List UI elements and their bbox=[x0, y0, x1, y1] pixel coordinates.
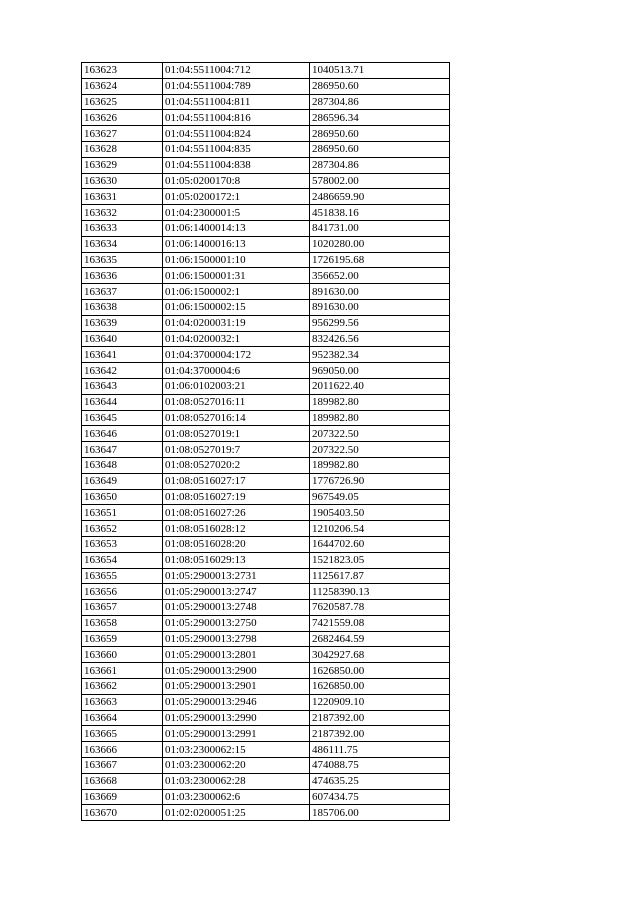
table-row bbox=[82, 284, 450, 300]
table-row bbox=[82, 805, 450, 821]
cadastral-number-cell: 01:05:2900013:2748 bbox=[163, 600, 310, 616]
record-id-cell: 163641 bbox=[82, 347, 163, 363]
record-id-cell: 163668 bbox=[82, 773, 163, 789]
table-row bbox=[82, 489, 450, 505]
cadastral-number-cell: 01:05:2900013:2991 bbox=[163, 726, 310, 742]
record-id-cell: 163630 bbox=[82, 173, 163, 189]
record-id-cell: 163639 bbox=[82, 315, 163, 331]
record-id-cell: 163627 bbox=[82, 126, 163, 142]
amount-cell: 1644702.60 bbox=[310, 536, 450, 552]
cadastral-number-cell: 01:04:5511004:811 bbox=[163, 94, 310, 110]
amount-cell: 286950.60 bbox=[310, 141, 450, 157]
record-id-cell: 163670 bbox=[82, 805, 163, 821]
record-id-cell: 163649 bbox=[82, 473, 163, 489]
amount-cell: 1040513.71 bbox=[310, 63, 450, 79]
table-row bbox=[82, 758, 450, 774]
table-row bbox=[82, 347, 450, 363]
cadastral-number-cell: 01:08:0516027:19 bbox=[163, 489, 310, 505]
table-row bbox=[82, 252, 450, 268]
amount-cell: 287304.86 bbox=[310, 157, 450, 173]
amount-cell: 2486659.90 bbox=[310, 189, 450, 205]
table-row bbox=[82, 220, 450, 236]
cadastral-number-cell: 01:04:5511004:816 bbox=[163, 110, 310, 126]
table-row bbox=[82, 647, 450, 663]
table-row bbox=[82, 710, 450, 726]
amount-cell: 2187392.00 bbox=[310, 726, 450, 742]
table-row bbox=[82, 363, 450, 379]
cadastral-number-cell: 01:05:0200172:1 bbox=[163, 189, 310, 205]
amount-cell: 2187392.00 bbox=[310, 710, 450, 726]
table-row bbox=[82, 536, 450, 552]
amount-cell: 356652.00 bbox=[310, 268, 450, 284]
record-id-cell: 163632 bbox=[82, 205, 163, 221]
record-id-cell: 163623 bbox=[82, 63, 163, 79]
cadastral-number-cell: 01:05:2900013:2750 bbox=[163, 615, 310, 631]
cadastral-number-cell: 01:05:2900013:2946 bbox=[163, 694, 310, 710]
cadastral-number-cell: 01:04:0200032:1 bbox=[163, 331, 310, 347]
table-body bbox=[82, 63, 450, 821]
cadastral-number-cell: 01:05:2900013:2747 bbox=[163, 584, 310, 600]
table-row bbox=[82, 141, 450, 157]
cadastral-number-cell: 01:04:5511004:838 bbox=[163, 157, 310, 173]
cadastral-number-cell: 01:03:2300062:15 bbox=[163, 742, 310, 758]
cadastral-number-cell: 01:04:2300001:5 bbox=[163, 205, 310, 221]
amount-cell: 1905403.50 bbox=[310, 505, 450, 521]
record-id-cell: 163658 bbox=[82, 615, 163, 631]
record-id-cell: 163637 bbox=[82, 284, 163, 300]
record-id-cell: 163628 bbox=[82, 141, 163, 157]
amount-cell: 891630.00 bbox=[310, 284, 450, 300]
cadastral-number-cell: 01:08:0527016:11 bbox=[163, 394, 310, 410]
table-row bbox=[82, 442, 450, 458]
amount-cell: 7620587.78 bbox=[310, 600, 450, 616]
record-id-cell: 163629 bbox=[82, 157, 163, 173]
data-table bbox=[81, 62, 450, 821]
cadastral-number-cell: 01:05:2900013:2801 bbox=[163, 647, 310, 663]
table-row bbox=[82, 568, 450, 584]
record-id-cell: 163624 bbox=[82, 78, 163, 94]
cadastral-number-cell: 01:06:1400014:13 bbox=[163, 220, 310, 236]
cadastral-number-cell: 01:08:0527019:1 bbox=[163, 426, 310, 442]
table-row bbox=[82, 94, 450, 110]
cadastral-number-cell: 01:08:0527020:2 bbox=[163, 457, 310, 473]
cadastral-number-cell: 01:04:5511004:712 bbox=[163, 63, 310, 79]
amount-cell: 578002.00 bbox=[310, 173, 450, 189]
table-row bbox=[82, 378, 450, 394]
table-row bbox=[82, 473, 450, 489]
table-row bbox=[82, 694, 450, 710]
table-row bbox=[82, 742, 450, 758]
amount-cell: 11258390.13 bbox=[310, 584, 450, 600]
amount-cell: 1521823.05 bbox=[310, 552, 450, 568]
record-id-cell: 163625 bbox=[82, 94, 163, 110]
cadastral-number-cell: 01:08:0516028:20 bbox=[163, 536, 310, 552]
table-row bbox=[82, 78, 450, 94]
table-row bbox=[82, 584, 450, 600]
amount-cell: 607434.75 bbox=[310, 789, 450, 805]
cadastral-number-cell: 01:03:2300062:28 bbox=[163, 773, 310, 789]
cadastral-number-cell: 01:03:2300062:6 bbox=[163, 789, 310, 805]
cadastral-number-cell: 01:03:2300062:20 bbox=[163, 758, 310, 774]
cadastral-number-cell: 01:06:1500001:31 bbox=[163, 268, 310, 284]
cadastral-number-cell: 01:06:1500001:10 bbox=[163, 252, 310, 268]
record-id-cell: 163666 bbox=[82, 742, 163, 758]
record-id-cell: 163652 bbox=[82, 521, 163, 537]
amount-cell: 891630.00 bbox=[310, 299, 450, 315]
cadastral-number-cell: 01:05:2900013:2798 bbox=[163, 631, 310, 647]
cadastral-number-cell: 01:08:0516029:13 bbox=[163, 552, 310, 568]
record-id-cell: 163660 bbox=[82, 647, 163, 663]
amount-cell: 969050.00 bbox=[310, 363, 450, 379]
amount-cell: 1626850.00 bbox=[310, 679, 450, 695]
record-id-cell: 163638 bbox=[82, 299, 163, 315]
record-id-cell: 163663 bbox=[82, 694, 163, 710]
table-row bbox=[82, 457, 450, 473]
table-row bbox=[82, 268, 450, 284]
amount-cell: 185706.00 bbox=[310, 805, 450, 821]
record-id-cell: 163650 bbox=[82, 489, 163, 505]
cadastral-number-cell: 01:06:1400016:13 bbox=[163, 236, 310, 252]
cadastral-number-cell: 01:05:2900013:2990 bbox=[163, 710, 310, 726]
record-id-cell: 163648 bbox=[82, 457, 163, 473]
record-id-cell: 163634 bbox=[82, 236, 163, 252]
cadastral-number-cell: 01:06:0102003:21 bbox=[163, 378, 310, 394]
cadastral-number-cell: 01:06:1500002:1 bbox=[163, 284, 310, 300]
table-row bbox=[82, 426, 450, 442]
record-id-cell: 163664 bbox=[82, 710, 163, 726]
cadastral-number-cell: 01:05:2900013:2900 bbox=[163, 663, 310, 679]
table-row bbox=[82, 126, 450, 142]
amount-cell: 1125617.87 bbox=[310, 568, 450, 584]
record-id-cell: 163653 bbox=[82, 536, 163, 552]
cadastral-number-cell: 01:08:0527016:14 bbox=[163, 410, 310, 426]
table-row bbox=[82, 631, 450, 647]
amount-cell: 2011622.40 bbox=[310, 378, 450, 394]
table-row bbox=[82, 663, 450, 679]
cadastral-number-cell: 01:04:5511004:789 bbox=[163, 78, 310, 94]
cadastral-number-cell: 01:02:0200051:25 bbox=[163, 805, 310, 821]
table-row bbox=[82, 726, 450, 742]
cadastral-number-cell: 01:08:0516027:17 bbox=[163, 473, 310, 489]
amount-cell: 286950.60 bbox=[310, 78, 450, 94]
amount-cell: 1726195.68 bbox=[310, 252, 450, 268]
record-id-cell: 163644 bbox=[82, 394, 163, 410]
amount-cell: 189982.80 bbox=[310, 394, 450, 410]
table-row bbox=[82, 331, 450, 347]
record-id-cell: 163642 bbox=[82, 363, 163, 379]
amount-cell: 832426.56 bbox=[310, 331, 450, 347]
cadastral-number-cell: 01:08:0516027:26 bbox=[163, 505, 310, 521]
record-id-cell: 163646 bbox=[82, 426, 163, 442]
amount-cell: 286596.34 bbox=[310, 110, 450, 126]
table-row bbox=[82, 157, 450, 173]
record-id-cell: 163665 bbox=[82, 726, 163, 742]
record-id-cell: 163645 bbox=[82, 410, 163, 426]
cadastral-number-cell: 01:05:2900013:2901 bbox=[163, 679, 310, 695]
record-id-cell: 163667 bbox=[82, 758, 163, 774]
table-row bbox=[82, 63, 450, 79]
table-row bbox=[82, 236, 450, 252]
record-id-cell: 163655 bbox=[82, 568, 163, 584]
table-row bbox=[82, 521, 450, 537]
amount-cell: 486111.75 bbox=[310, 742, 450, 758]
record-id-cell: 163654 bbox=[82, 552, 163, 568]
record-id-cell: 163659 bbox=[82, 631, 163, 647]
cadastral-number-cell: 01:04:5511004:835 bbox=[163, 141, 310, 157]
cadastral-number-cell: 01:08:0516028:12 bbox=[163, 521, 310, 537]
table-row bbox=[82, 679, 450, 695]
amount-cell: 1020280.00 bbox=[310, 236, 450, 252]
table-row bbox=[82, 552, 450, 568]
table-row bbox=[82, 615, 450, 631]
cadastral-number-cell: 01:05:2900013:2731 bbox=[163, 568, 310, 584]
table-row bbox=[82, 410, 450, 426]
table-row bbox=[82, 773, 450, 789]
amount-cell: 286950.60 bbox=[310, 126, 450, 142]
record-id-cell: 163626 bbox=[82, 110, 163, 126]
cadastral-number-cell: 01:04:0200031:19 bbox=[163, 315, 310, 331]
record-id-cell: 163657 bbox=[82, 600, 163, 616]
table-row bbox=[82, 110, 450, 126]
amount-cell: 3042927.68 bbox=[310, 647, 450, 663]
record-id-cell: 163662 bbox=[82, 679, 163, 695]
amount-cell: 189982.80 bbox=[310, 410, 450, 426]
record-id-cell: 163647 bbox=[82, 442, 163, 458]
record-id-cell: 163643 bbox=[82, 378, 163, 394]
cadastral-number-cell: 01:04:5511004:824 bbox=[163, 126, 310, 142]
amount-cell: 474088.75 bbox=[310, 758, 450, 774]
amount-cell: 952382.34 bbox=[310, 347, 450, 363]
amount-cell: 1776726.90 bbox=[310, 473, 450, 489]
amount-cell: 1210206.54 bbox=[310, 521, 450, 537]
amount-cell: 7421559.08 bbox=[310, 615, 450, 631]
table-row bbox=[82, 505, 450, 521]
table-row bbox=[82, 600, 450, 616]
amount-cell: 474635.25 bbox=[310, 773, 450, 789]
amount-cell: 841731.00 bbox=[310, 220, 450, 236]
amount-cell: 967549.05 bbox=[310, 489, 450, 505]
record-id-cell: 163636 bbox=[82, 268, 163, 284]
record-id-cell: 163631 bbox=[82, 189, 163, 205]
record-id-cell: 163669 bbox=[82, 789, 163, 805]
table-row bbox=[82, 173, 450, 189]
record-id-cell: 163640 bbox=[82, 331, 163, 347]
table-row bbox=[82, 789, 450, 805]
cadastral-number-cell: 01:08:0527019:7 bbox=[163, 442, 310, 458]
amount-cell: 207322.50 bbox=[310, 426, 450, 442]
table-row bbox=[82, 189, 450, 205]
record-id-cell: 163661 bbox=[82, 663, 163, 679]
amount-cell: 956299.56 bbox=[310, 315, 450, 331]
record-id-cell: 163651 bbox=[82, 505, 163, 521]
amount-cell: 287304.86 bbox=[310, 94, 450, 110]
cadastral-number-cell: 01:05:0200170:8 bbox=[163, 173, 310, 189]
table-row bbox=[82, 299, 450, 315]
amount-cell: 189982.80 bbox=[310, 457, 450, 473]
amount-cell: 1626850.00 bbox=[310, 663, 450, 679]
cadastral-number-cell: 01:06:1500002:15 bbox=[163, 299, 310, 315]
record-id-cell: 163633 bbox=[82, 220, 163, 236]
table-row bbox=[82, 315, 450, 331]
cadastral-number-cell: 01:04:3700004:6 bbox=[163, 363, 310, 379]
table-row bbox=[82, 394, 450, 410]
record-id-cell: 163635 bbox=[82, 252, 163, 268]
amount-cell: 2682464.59 bbox=[310, 631, 450, 647]
table-row bbox=[82, 205, 450, 221]
cadastral-number-cell: 01:04:3700004:172 bbox=[163, 347, 310, 363]
record-id-cell: 163656 bbox=[82, 584, 163, 600]
amount-cell: 207322.50 bbox=[310, 442, 450, 458]
amount-cell: 451838.16 bbox=[310, 205, 450, 221]
amount-cell: 1220909.10 bbox=[310, 694, 450, 710]
